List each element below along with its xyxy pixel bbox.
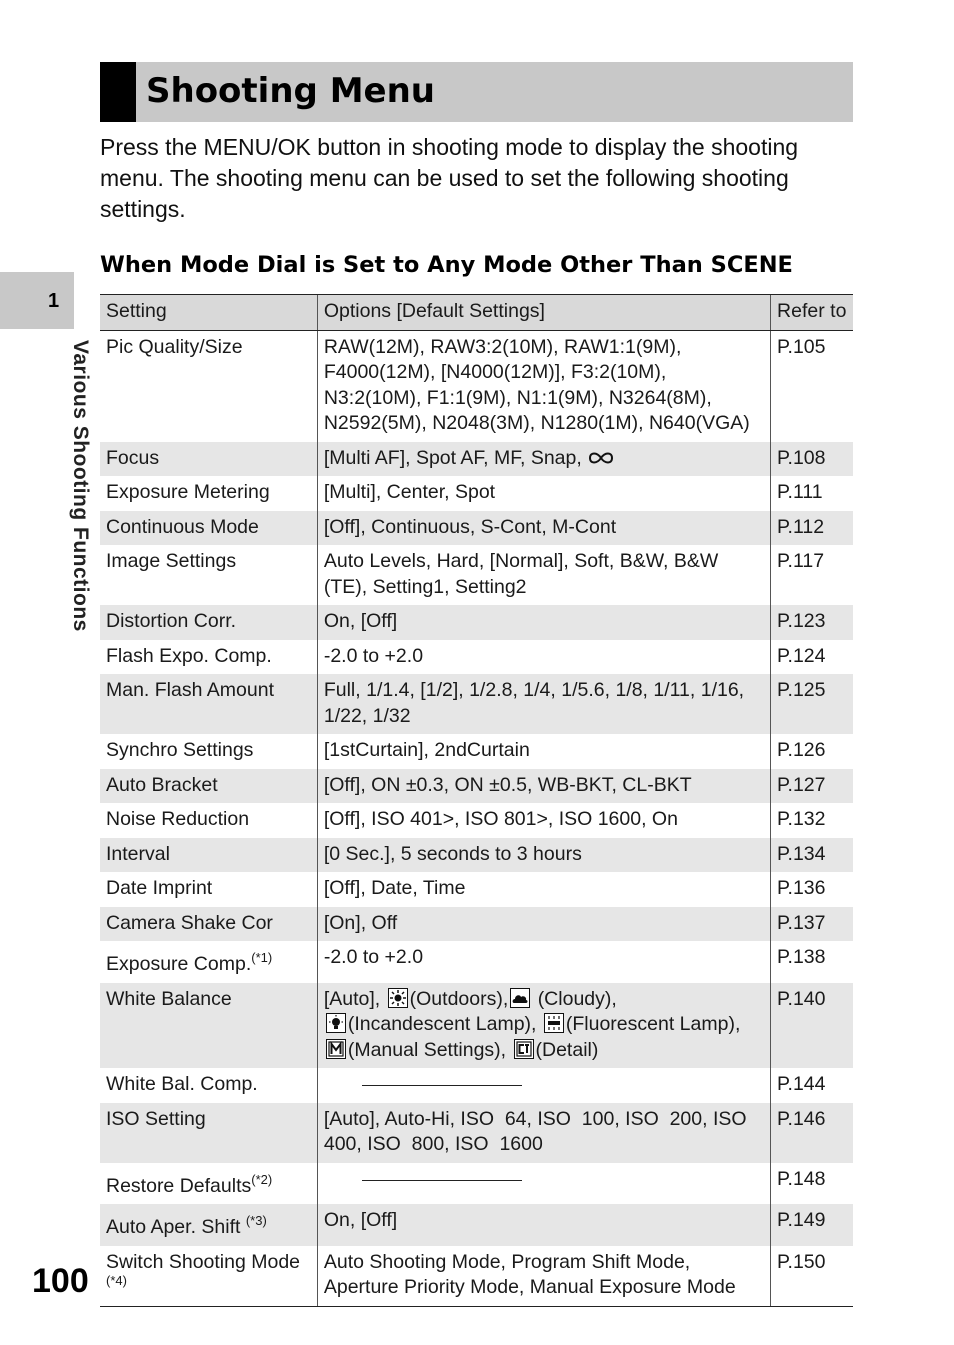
setting-cell: Image Settings xyxy=(106,550,237,572)
wb-outdoors: (Outdoors), xyxy=(409,987,509,1010)
options-cell xyxy=(317,1068,770,1103)
ref-cell: P.148 xyxy=(771,1163,853,1205)
ref-cell: P.150 xyxy=(771,1246,853,1307)
ref-cell: P.126 xyxy=(771,734,853,769)
table-row xyxy=(100,1068,853,1103)
wb-auto: [Auto], xyxy=(323,987,381,1010)
ref-cell: P.108 xyxy=(771,442,853,477)
setting-cell: Exposure Metering xyxy=(106,481,270,503)
table-row xyxy=(100,476,853,511)
options-cell: [Off], ON ±0.3, ON ±0.5, WB-BKT, CL-BKT xyxy=(317,769,770,804)
chapter-tab xyxy=(0,272,74,329)
cloud-icon xyxy=(510,988,530,1008)
footnote-ref: (*3) xyxy=(245,1213,267,1228)
table-row xyxy=(100,330,853,442)
ref-cell: P.127 xyxy=(771,769,853,804)
ref-cell: P.105 xyxy=(771,330,853,442)
table-row xyxy=(100,1246,853,1307)
options-cell: [Off], Date, Time xyxy=(317,872,770,907)
setting-cell: Distortion Corr. xyxy=(100,605,317,640)
table-row xyxy=(100,511,853,546)
ref-cell: P.149 xyxy=(771,1204,853,1246)
setting-text: Exposure Comp. xyxy=(106,953,252,975)
infinity-icon xyxy=(586,451,616,465)
table-row xyxy=(100,545,853,605)
ref-cell: P.137 xyxy=(771,907,853,942)
chapter-number: 1 xyxy=(48,290,60,312)
footnote-ref: (*1) xyxy=(251,950,273,965)
options-cell: [Auto], Auto-Hi, ISO 64, ISO 100, ISO 200, ISO 400, ISO 800, ISO 1600 xyxy=(317,1103,770,1163)
options-cell: [0 Sec.], 5 seconds to 3 hours xyxy=(317,838,770,873)
wb-detail: (Detail) xyxy=(535,1038,599,1061)
ref-cell: P.138 xyxy=(771,941,853,983)
wb-manual: (Manual Settings), xyxy=(347,1038,507,1061)
dash-line xyxy=(362,1085,522,1086)
ref-cell: P.117 xyxy=(771,545,853,605)
options-cell: On, [Off] xyxy=(317,605,770,640)
header-options: Options [Default Settings] xyxy=(317,295,770,331)
ref-cell: P.146 xyxy=(771,1103,853,1163)
setting-cell: Synchro Settings xyxy=(106,739,254,761)
page-title: Shooting Menu xyxy=(146,71,435,111)
options-text: [Multi AF], Spot AF, MF, Snap, xyxy=(323,446,582,469)
table-row xyxy=(100,872,853,907)
table-row xyxy=(100,769,853,804)
setting-cell: Date Imprint xyxy=(106,877,213,899)
shooting-menu-table xyxy=(100,294,853,1307)
table-row xyxy=(100,1204,853,1246)
header-refer-to: Refer to xyxy=(771,295,853,331)
setting-cell: Man. Flash Amount xyxy=(100,674,317,734)
ref-cell: P.123 xyxy=(771,605,853,640)
ref-cell: P.112 xyxy=(771,511,853,546)
setting-cell: Noise Reduction xyxy=(106,808,250,830)
table-row xyxy=(100,734,853,769)
table-row xyxy=(100,907,853,942)
setting-cell: White Bal. Comp. xyxy=(106,1073,258,1095)
wb-incandescent: (Incandescent Lamp), xyxy=(347,1013,537,1035)
dash-line xyxy=(362,1180,522,1181)
table-row xyxy=(100,838,853,873)
ref-cell: P.111 xyxy=(771,476,853,511)
setting-cell xyxy=(100,1204,317,1246)
title-block-marker xyxy=(100,62,136,122)
setting-text: Switch Shooting Mode xyxy=(106,1250,301,1273)
setting-text: Restore Defaults xyxy=(106,1174,252,1197)
setting-cell: Flash Expo. Comp. xyxy=(106,644,272,667)
ref-cell: P.144 xyxy=(771,1068,853,1103)
options-cell: Auto Levels, Hard, [Normal], Soft, B&W, B&W (TE), Setting1, Setting2 xyxy=(317,545,770,605)
table-row xyxy=(100,983,853,1069)
sun-icon xyxy=(388,988,408,1008)
options-cell: Full, 1/1.4, [1/2], 1/2.8, 1/4, 1/5.6, 1/8, 1/11, 1/16, 1/22, 1/32 xyxy=(317,674,770,734)
options-cell: [Off], Continuous, S-Cont, M-Cont xyxy=(317,511,770,546)
wb-fluorescent: (Fluorescent Lamp), xyxy=(565,1013,741,1035)
options-cell: [On], Off xyxy=(317,907,770,942)
footnote-ref: (*2) xyxy=(251,1171,273,1187)
options-cell: -2.0 to +2.0 xyxy=(317,640,770,675)
table-row xyxy=(100,803,853,838)
options-cell: [Off], ISO 401>, ISO 801>, ISO 1600, On xyxy=(317,803,770,838)
ref-cell: P.140 xyxy=(771,983,853,1069)
setting-cell: Pic Quality/Size xyxy=(106,335,243,358)
ref-cell: P.136 xyxy=(771,872,853,907)
table-row xyxy=(100,674,853,734)
options-cell: On, [Off] xyxy=(317,1204,770,1246)
table-row xyxy=(100,941,853,983)
setting-cell: White Balance xyxy=(100,983,317,1069)
manual-m-icon xyxy=(326,1039,346,1059)
setting-cell xyxy=(100,941,317,983)
footnote-ref: (*4) xyxy=(106,1273,127,1288)
table-row xyxy=(100,442,853,477)
options-cell: Auto Shooting Mode, Program Shift Mode, Aperture Priority Mode, Manual Exposure Mode xyxy=(317,1246,770,1307)
options-cell: [Multi], Center, Spot xyxy=(317,476,770,511)
section-subheading: When Mode Dial is Set to Any Mode Other Than SCENE xyxy=(100,252,793,278)
intro-paragraph: Press the MENU/OK button in shooting mode to display the shooting menu. The shooting menu can be used to set the following shooting settings. xyxy=(100,134,799,222)
ref-cell: P.124 xyxy=(771,640,853,675)
ct-detail-icon xyxy=(514,1039,534,1059)
setting-cell: ISO Setting xyxy=(100,1103,317,1163)
setting-cell: Continuous Mode xyxy=(100,511,317,546)
table-row xyxy=(100,1103,853,1163)
ref-cell: P.125 xyxy=(771,674,853,734)
options-cell xyxy=(317,442,770,477)
options-cell: [1stCurtain], 2ndCurtain xyxy=(317,734,770,769)
table-row xyxy=(100,1163,853,1205)
options-cell: -2.0 to +2.0 xyxy=(317,941,770,983)
options-cell xyxy=(317,1163,770,1205)
table-row xyxy=(100,605,853,640)
table-header-row xyxy=(100,295,853,331)
setting-cell xyxy=(100,1163,317,1205)
header-setting: Setting xyxy=(100,295,317,331)
options-cell xyxy=(317,983,770,1069)
setting-cell: Auto Bracket xyxy=(100,769,317,804)
bulb-icon xyxy=(326,1013,346,1033)
chapter-label: Various Shooting Functions xyxy=(69,340,92,632)
table-row xyxy=(100,640,853,675)
fluorescent-icon xyxy=(544,1013,564,1033)
ref-cell: P.134 xyxy=(771,838,853,873)
ref-cell: P.132 xyxy=(771,803,853,838)
setting-text: Auto Aper. Shift xyxy=(106,1216,246,1238)
setting-cell: Focus xyxy=(100,442,317,477)
setting-cell: Camera Shake Cor xyxy=(100,907,317,942)
setting-cell: Interval xyxy=(100,838,317,873)
wb-cloudy: (Cloudy), xyxy=(537,987,617,1010)
options-cell: RAW(12M), RAW3:2(10M), RAW1:1(9M), F4000(12M), [N4000(12M)], F3:2(10M), N3:2(10M), F1:1(9M), N1:1(9M), N3264(8M), N2592(5M), N2048(3M), N1280(1M), N640(VGA) xyxy=(317,330,770,442)
title-bar xyxy=(100,62,853,122)
page-number: 100 xyxy=(32,1262,89,1300)
setting-cell xyxy=(100,1246,317,1307)
